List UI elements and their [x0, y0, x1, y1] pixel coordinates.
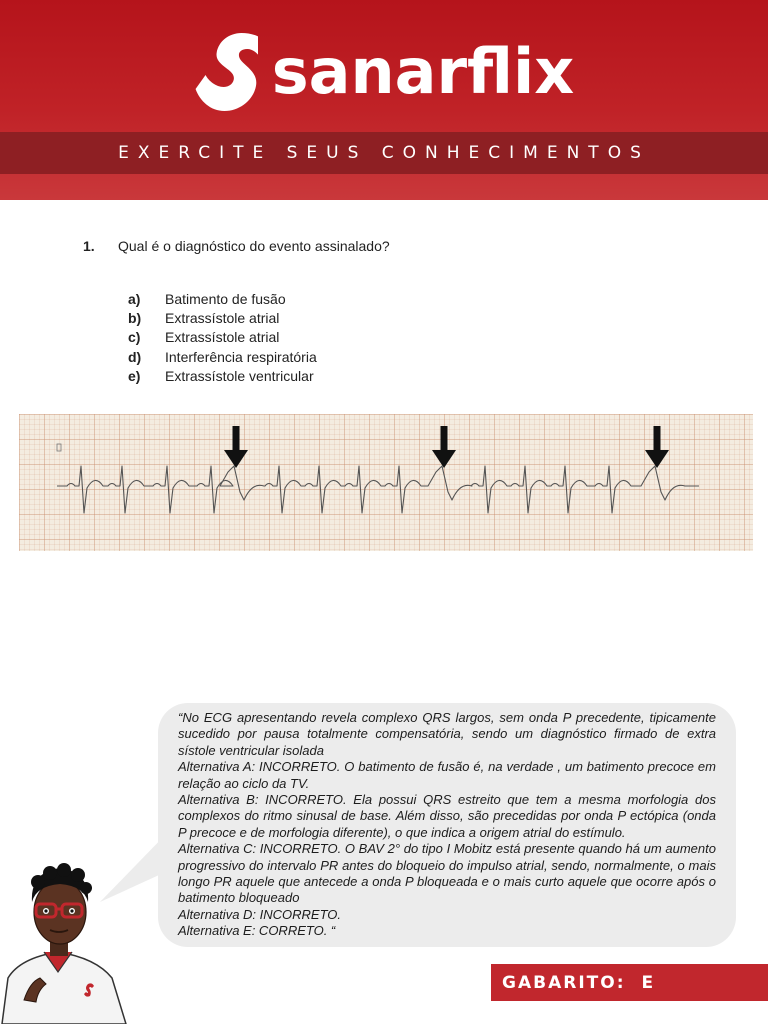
explanation-line: Alternativa D: INCORRETO.: [178, 906, 342, 922]
option-text: Extrassístole atrial: [165, 329, 280, 346]
tagline: EXERCITE SEUS CONHECIMENTOS: [118, 143, 650, 163]
option-a[interactable]: [128, 290, 317, 309]
option-text: Interferência respiratória: [165, 348, 317, 365]
answer-label: GABARITO:: [502, 972, 626, 993]
ecg-trace: [19, 414, 753, 551]
option-label: c): [128, 329, 141, 346]
explanation-line: Alternativa A: INCORRETO. O batimento de fusão é, na verdade , um batimento precoce em relação ao ciclo da TV.: [178, 759, 716, 791]
down-arrow-icon: [645, 426, 669, 468]
down-arrow-icon: [432, 426, 456, 468]
mascot-illustration: [0, 860, 140, 1024]
explanation-line: Alternativa B: INCORRETO. Ela possui QRS estreito que tem a mesma morfologia dos complexos do ritmo sinusal de base. Além disso, são precedidas por onda P ectópica (onda P precoce e de morfologia diferente), o que indica a origem atrial do estímulo.: [178, 792, 716, 840]
answer-banner: [491, 964, 768, 1001]
tagline-banner: [0, 132, 768, 174]
brand: [0, 22, 768, 122]
answer-value: E: [641, 972, 656, 993]
option-label: a): [128, 291, 141, 307]
brand-name: sanarflix: [271, 35, 575, 108]
ecg-strip: [19, 414, 753, 551]
explanation-line: Alternativa E: CORRETO. “: [178, 923, 336, 939]
explanation-line: Alternativa C: INCORRETO. O BAV 2° do tipo I Mobitz está presente quando há um aumento progressivo do intervalo PR antes do bloqueio do impulso atrial, sendo, normalmente, o mais longo PR aquele que antecede a onda P bloqueada e o mais curto aquele que ocorre após o batimento bloqueado: [178, 841, 716, 906]
option-text: Batimento de fusão: [165, 291, 286, 307]
options-list: [128, 290, 317, 386]
header: [0, 0, 768, 200]
sanar-logo-icon: [194, 29, 258, 115]
explanation-text: [178, 710, 716, 940]
option-label: d): [128, 348, 142, 365]
option-label: e): [128, 367, 141, 384]
option-text: Extrassístole ventricular: [165, 367, 314, 384]
question: [83, 238, 390, 254]
explanation-bubble: [158, 703, 736, 947]
option-c[interactable]: [128, 328, 317, 347]
option-d[interactable]: [128, 348, 317, 367]
question-number: 1.: [83, 238, 95, 254]
option-e[interactable]: [128, 367, 317, 386]
option-label: b): [128, 310, 142, 327]
explanation-line: “No ECG apresentando revela complexo QRS largos, sem onda P precedente, tipicamente sucedido por pausa totalmente compensatória, sendo um diagnóstico firmado de extra sístole ventricular isolada: [178, 710, 716, 758]
down-arrow-icon: [224, 426, 248, 468]
option-b[interactable]: [128, 309, 317, 328]
question-text: Qual é o diagnóstico do evento assinalado?: [118, 238, 390, 254]
option-text: Extrassístole atrial: [165, 310, 280, 327]
